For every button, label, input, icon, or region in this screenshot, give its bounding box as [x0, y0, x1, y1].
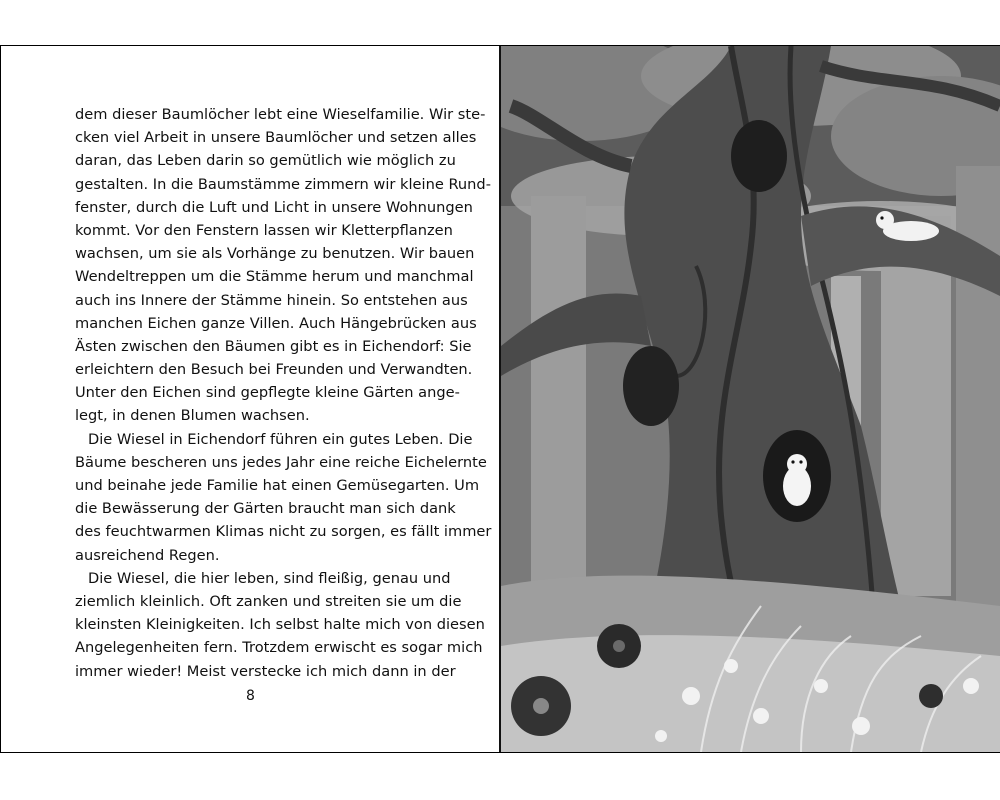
forest-illustration [501, 46, 1000, 752]
text-line: kleinsten Kleinigkeiten. Ich selbst halte mich von diesen [75, 616, 485, 634]
text-line: wachsen, um sie als Vorhänge zu benutzen. Wir bauen [75, 245, 475, 263]
text-line: Unter den Eichen sind gepflegte kleine Gärten ange- [75, 384, 460, 402]
text-line: kommt. Vor den Fenstern lassen wir Kletterpflanzen [75, 221, 453, 239]
daisy-flower [511, 676, 571, 736]
text-line: die Bewässerung der Gärten braucht man sich dank [75, 500, 456, 518]
text-line: fenster, durch die Luft und Licht in unsere Wohnungen [75, 198, 473, 216]
text-line: Ästen zwischen den Bäumen gibt es in Eichendorf: Sie [75, 337, 472, 355]
paragraph-start-line: Die Wiesel, die hier leben, sind fleißig, genau und [88, 569, 451, 587]
meadow [501, 576, 1000, 752]
text-line: Bäume bescheren uns jedes Jahr eine reiche Eichelernte [75, 453, 487, 471]
text-line: des feuchtwarmen Klimas nicht zu sorgen, es fällt immer [75, 523, 492, 541]
text-line: auch ins Innere der Stämme hinein. So entstehen aus [75, 291, 468, 309]
book-spread [0, 45, 1000, 753]
tree-hole-left [623, 346, 679, 426]
text-line: Wendeltreppen um die Stämme herum und manchmal [75, 268, 474, 286]
text-line: dem dieser Baumlöcher lebt eine Wieselfamilie. Wir ste- [75, 106, 486, 123]
text-line: manchen Eichen ganze Villen. Auch Hängebrücken aus [75, 314, 477, 332]
paragraph-start-line: Die Wiesel in Eichendorf führen ein gutes Leben. Die [88, 430, 473, 448]
text-line: immer wieder! Meist verstecke ich mich dann in der [75, 662, 456, 680]
text-line: daran, das Leben darin so gemütlich wie möglich zu [75, 152, 456, 170]
text-line: und beinahe jede Familie hat einen Gemüsegarten. Um [75, 477, 480, 494]
text-page [0, 46, 500, 752]
dark-flower [597, 624, 641, 668]
tree-hole-upper [731, 120, 787, 192]
text-line: ziemlich kleinlich. Oft zanken und streiten sie um die [75, 592, 462, 610]
body-text [75, 103, 492, 683]
page-number: 8 [246, 688, 255, 704]
text-line: ausreichend Regen. [75, 546, 220, 564]
text-line: erleichtern den Besuch bei Freunden und Verwandten. [75, 361, 473, 379]
text-line: gestalten. In die Baumstämme zimmern wir kleine Rund- [75, 175, 491, 193]
text-line: legt, in denen Blumen wachsen. [75, 407, 310, 425]
text-line: cken viel Arbeit in unsere Baumlöcher und setzen alles [75, 129, 477, 147]
illustration-page [501, 46, 1000, 752]
text-line: Angelegenheiten fern. Trotzdem erwischt es sogar mich [75, 639, 483, 657]
